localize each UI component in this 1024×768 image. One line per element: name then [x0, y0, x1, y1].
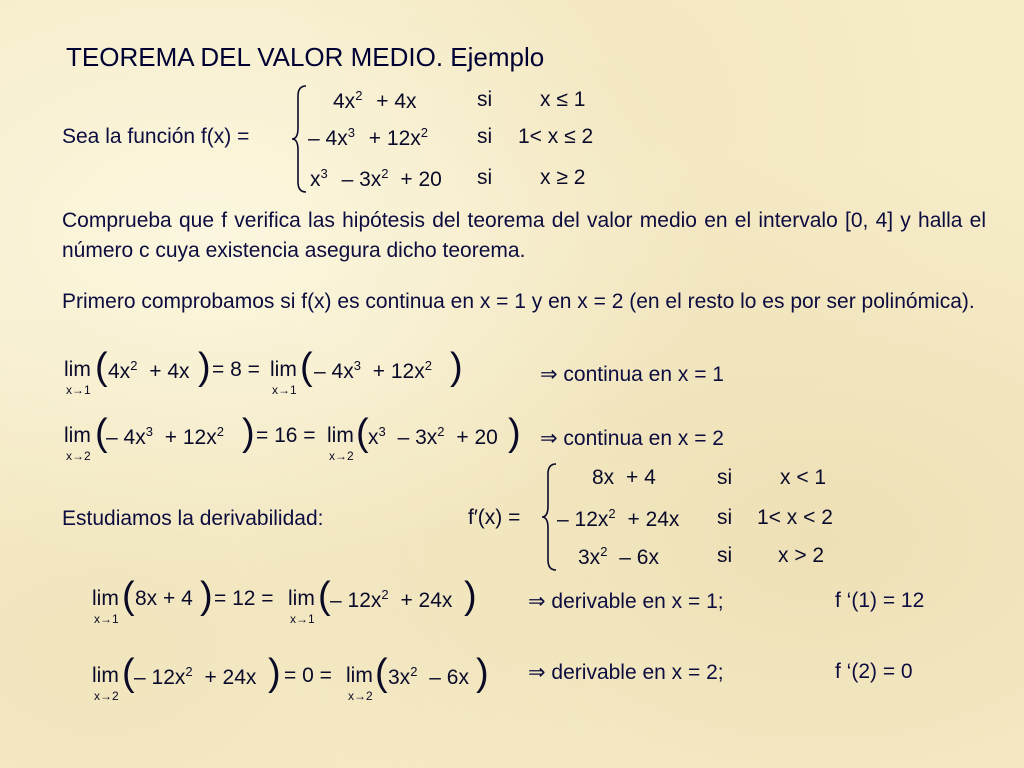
derivative-piece-3-si: si: [717, 544, 733, 567]
continuity-conclusion-2: ⇒ continua en x = 2: [540, 427, 724, 450]
piece-1-exp1: 2: [355, 88, 363, 103]
piece-exp1: 2: [608, 506, 616, 521]
continuity-conclusion-1: ⇒ continua en x = 1: [540, 363, 724, 386]
expr-exp1: 3: [378, 424, 386, 439]
function-lead: Sea la función f(x) =: [62, 125, 250, 148]
piece-3-si: si: [477, 166, 493, 189]
piece-3-term1: x: [310, 168, 321, 191]
piece-exp1: 2: [600, 544, 608, 559]
lim-subscript: x→2: [66, 449, 91, 463]
expr-term2: + 24x: [204, 666, 257, 689]
limit-expression: [368, 424, 498, 450]
piece-2-term1: – 4x: [308, 127, 348, 150]
open-paren: (: [122, 652, 135, 694]
open-paren: (: [375, 652, 388, 694]
expr-rest: + 4x: [149, 360, 190, 383]
piece-term2: 4: [644, 466, 656, 489]
limit-equals: = 12 =: [214, 587, 274, 610]
close-paren: ): [450, 346, 463, 388]
expr-term2: + 12x: [164, 426, 217, 449]
piece-3-condition: x ≥ 2: [540, 166, 586, 189]
piece-3-exp2: 2: [381, 166, 389, 181]
piece-3-op: –: [341, 168, 354, 191]
piece-2-op: +: [368, 127, 382, 150]
piece-term1: 8x: [592, 466, 615, 489]
lim-subscript: x→2: [329, 449, 354, 463]
lim-label: lim: [346, 664, 373, 687]
limit-expression: [108, 358, 190, 384]
continuity-intro: Primero comprobamos si f(x) es continua en x = 1 y en x = 2 (en el resto lo es por ser polinómica).: [62, 290, 975, 313]
limit-expression: [314, 358, 432, 384]
close-paren: ): [242, 412, 255, 454]
piece-term2: 6x: [636, 546, 659, 569]
piece-2-condition: 1< x ≤ 2: [518, 125, 594, 148]
derivative-piece-1-condition: x < 1: [780, 466, 827, 489]
open-paren: (: [95, 346, 108, 388]
expr-term1: – 12x: [330, 589, 382, 612]
expr-term2: + 24x: [400, 589, 453, 612]
expr-exp1: 2: [185, 664, 193, 679]
lim-label: lim: [92, 664, 119, 687]
open-paren: (: [95, 412, 108, 454]
open-paren: (: [356, 412, 369, 454]
lim-subscript: x→2: [348, 689, 373, 703]
close-paren: ): [200, 575, 213, 617]
derivative-value-2: f ‘(2) = 0: [835, 660, 913, 683]
left-brace-icon: [540, 462, 558, 572]
derivative-piece-3: [578, 544, 659, 570]
lim-label: lim: [270, 358, 297, 381]
close-paren: ): [476, 652, 489, 694]
lim-subscript: x→2: [94, 689, 119, 703]
piece-2-term2: 12x: [386, 127, 421, 150]
derivative-piece-1: [592, 466, 656, 490]
limit-expression: [330, 587, 452, 613]
piece-op: –: [619, 546, 631, 569]
piece-op: +: [627, 508, 640, 531]
expr-exp1: 2: [410, 664, 418, 679]
slide-title: TEOREMA DEL VALOR MEDIO. Ejemplo: [66, 42, 545, 72]
piece-1-term2: 4x: [394, 90, 417, 113]
piece-term2: 24x: [645, 508, 680, 531]
piece-term1: 3x: [578, 546, 601, 569]
expr-term1: – 4x: [314, 360, 354, 383]
open-paren: (: [318, 575, 331, 617]
expr-exp1: 3: [353, 358, 361, 373]
piece-1-term1: 4x: [333, 90, 356, 113]
close-paren: ): [198, 346, 211, 388]
piece-1-op: +: [376, 90, 389, 113]
lim-subscript: x→1: [66, 383, 91, 397]
derivative-piece-2-si: si: [717, 506, 733, 529]
piece-3: [310, 166, 442, 192]
close-paren: ): [508, 412, 521, 454]
open-paren: (: [300, 346, 313, 388]
piece-1: [333, 88, 417, 114]
open-paren: (: [122, 575, 135, 617]
lim-subscript: x→1: [272, 383, 297, 397]
expr-term1: x: [368, 426, 379, 449]
lim-label: lim: [64, 424, 91, 447]
limit-equals: = 16 =: [256, 424, 316, 447]
derivative-value-1: f ‘(1) = 12: [835, 589, 925, 612]
expr-exp1: 2: [381, 587, 389, 602]
limit-expression: [106, 424, 224, 450]
piece-1-condition: x ≤ 1: [540, 88, 586, 111]
derivative-piece-2-condition: 1< x < 2: [757, 506, 833, 529]
close-paren: ): [268, 652, 281, 694]
derivative-conclusion-2: ⇒ derivable en x = 2;: [528, 661, 724, 684]
piece-2-si: si: [477, 125, 493, 148]
expr-term2: – 3x: [397, 426, 438, 449]
lim-label: lim: [64, 358, 91, 381]
limit-equals: = 8 =: [212, 358, 260, 381]
expr-term1: – 12x: [134, 666, 186, 689]
expr-term3: + 20: [456, 426, 498, 449]
limit-equals: = 0 =: [284, 664, 332, 687]
limit-expression: [134, 664, 256, 690]
derivative-piece-1-si: si: [717, 466, 733, 489]
expr-term1: – 4x: [106, 426, 146, 449]
piece-op: +: [626, 466, 639, 489]
derivative-lead: f′(x) =: [468, 506, 521, 529]
piece-3-exp1: 3: [320, 166, 328, 181]
lim-subscript: x→1: [290, 612, 315, 626]
lim-subscript: x→1: [94, 612, 119, 626]
limit-expression: [388, 664, 469, 690]
piece-1-si: si: [477, 88, 493, 111]
piece-2: [308, 125, 428, 151]
lim-label: lim: [327, 424, 354, 447]
lim-label: lim: [288, 587, 315, 610]
expr-exp1: 3: [145, 424, 153, 439]
piece-2-exp1: 3: [347, 125, 355, 140]
expr-exp2: 2: [437, 424, 445, 439]
limit-expression: 8x + 4: [135, 587, 193, 610]
expr-term2: – 6x: [429, 666, 469, 689]
expr-term1: 4x: [108, 360, 131, 383]
problem-statement: Comprueba que f verifica las hipótesis del teorema del valor medio en el intervalo [0, 4] y halla el número c cuya existencia asegura dicho teorema.: [62, 209, 986, 262]
expr-exp2: 2: [216, 424, 224, 439]
piece-3-term3: + 20: [400, 168, 442, 191]
piece-term1: – 12x: [557, 508, 609, 531]
left-brace-icon: [290, 84, 308, 194]
expr-term2: + 12x: [372, 360, 425, 383]
derivative-piece-3-condition: x > 2: [778, 544, 825, 567]
derivative-intro: Estudiamos la derivabilidad:: [62, 507, 324, 530]
close-paren: ): [464, 575, 477, 617]
expr-exp1: 2: [130, 358, 138, 373]
derivative-piece-2: [557, 506, 679, 532]
expr-exp2: 2: [424, 358, 432, 373]
lim-label: lim: [92, 587, 119, 610]
piece-3-term2: 3x: [359, 168, 382, 191]
derivative-conclusion-1: ⇒ derivable en x = 1;: [528, 590, 724, 613]
piece-2-exp2: 2: [420, 125, 428, 140]
expr-term1: 3x: [388, 666, 411, 689]
